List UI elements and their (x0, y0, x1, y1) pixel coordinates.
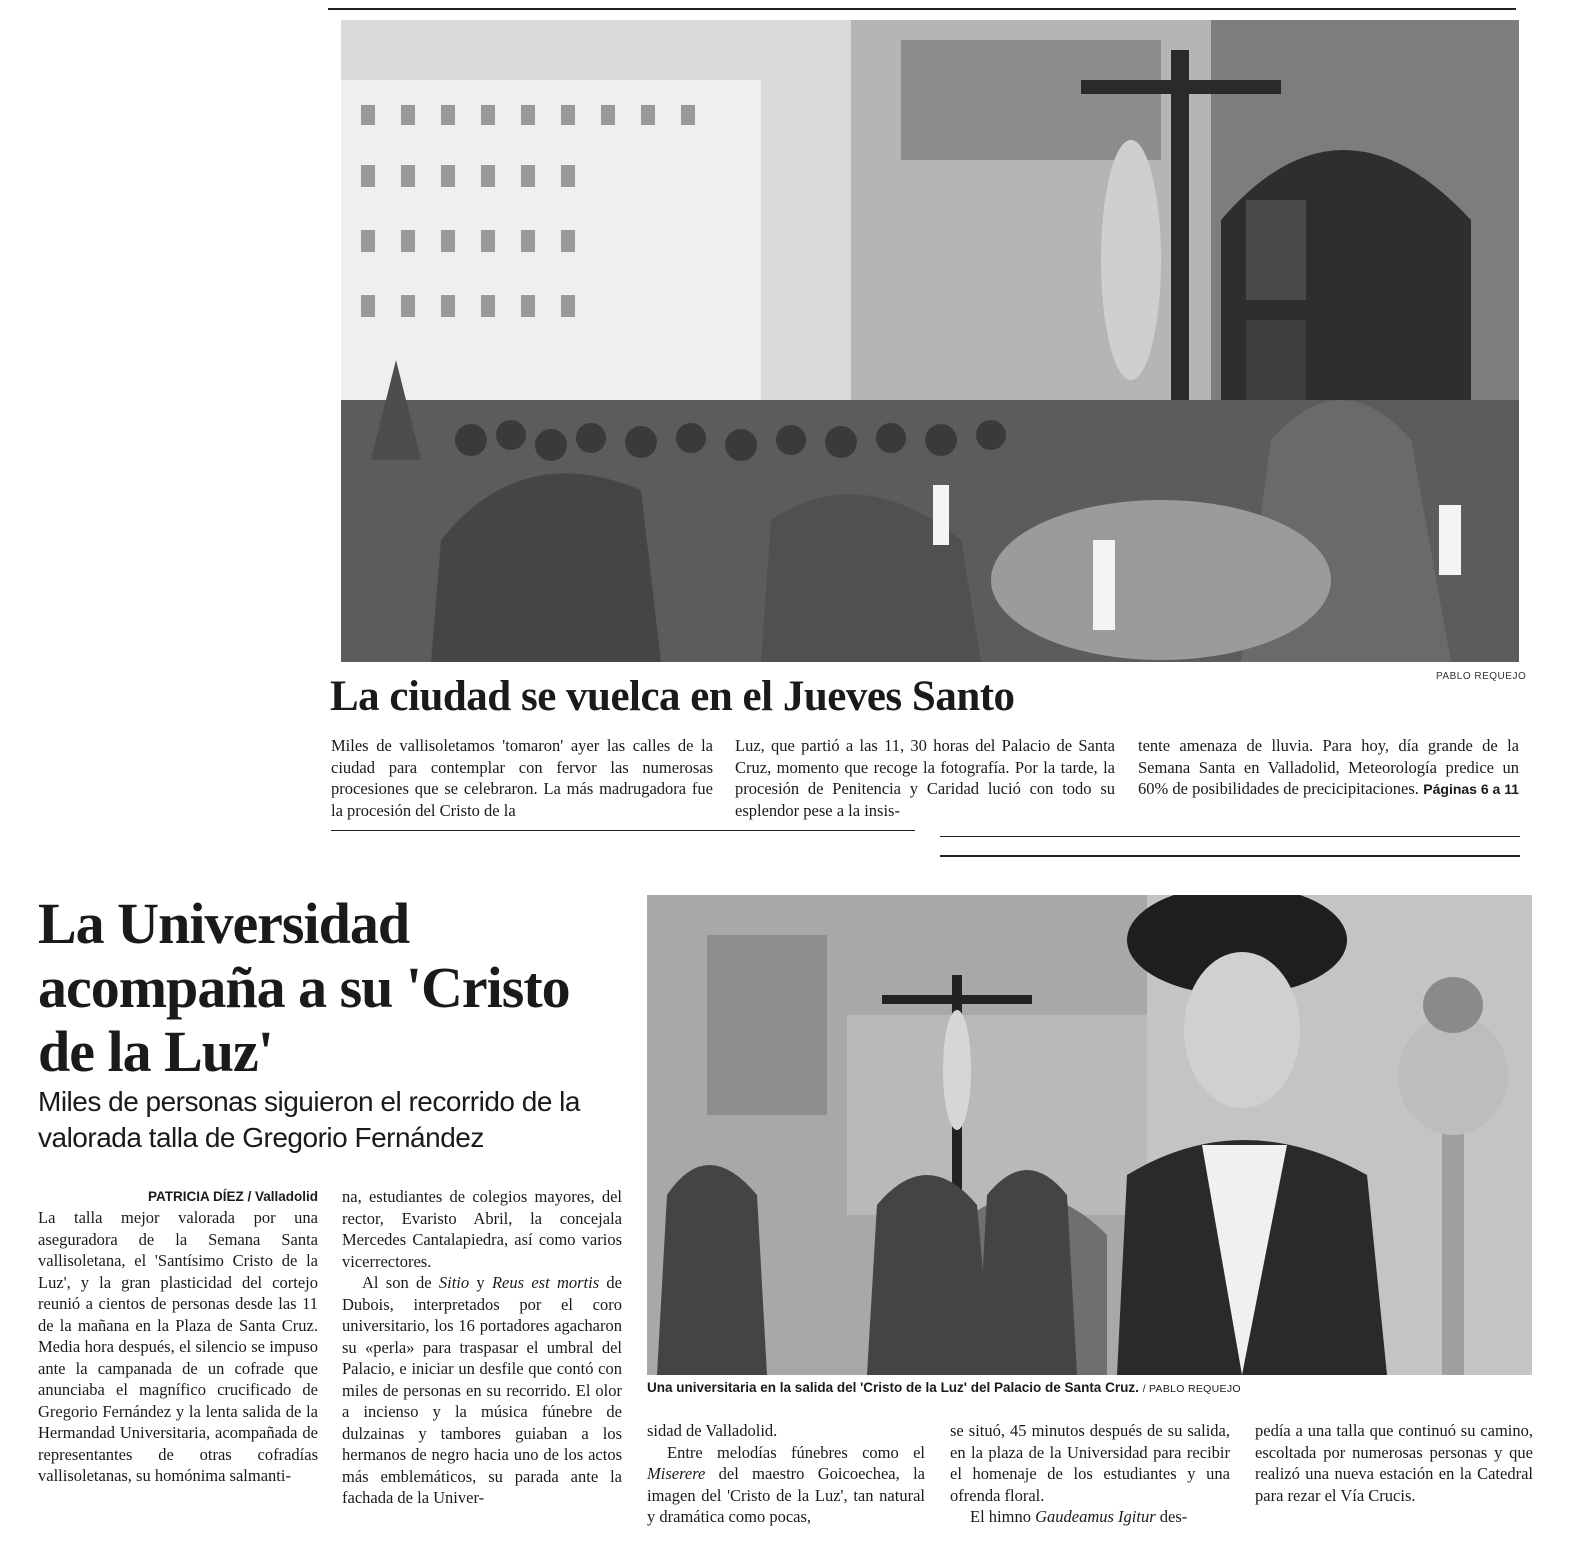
top-photo-image (341, 20, 1519, 662)
col2-p2-em1: Sitio (438, 1273, 470, 1292)
main-col1-text: La talla mejor valorada por una aseguradora de la Semana Santa vallisoletana, el 'Santísimo Cristo de la Luz', y la gran plasticidad del cortejo reunió a cientos de personas desde las 11 de la mañana en la Plaza de Santa Cruz. Media hora después, el silencio se impuso ante la campanada de un cofrade que anunciaba el magnífico crucificado de Gregorio Fernández y la lenta salida de la Hermandad Universitaria, acompañada de representantes de otras cofradías vallisoletanas, su homónima salmanti- (38, 1208, 318, 1485)
col3-p2-pre: Entre melodías fúnebres como el (667, 1442, 925, 1462)
top-photo-credit: PABLO REQUEJO (1436, 671, 1527, 682)
top-story-rule-1 (331, 830, 915, 831)
top-story-rule-2 (940, 836, 1520, 837)
top-story-col1-text: Miles de vallisoletamos 'tomaron' ayer las calles de la ciudad para contemplar con fervor las numerosas procesiones que se celebraron. La más madrugadora fue la procesión del Cristo de la (331, 736, 713, 820)
main-story-column-5 (1255, 1420, 1533, 1506)
byline: PATRICIA DÍEZ / Valladolid (147, 1189, 318, 1204)
col2-p2-mid: y (469, 1273, 492, 1292)
main-story-column-3 (647, 1420, 925, 1528)
main-col2-para1: na, estudiantes de colegios mayores, del rector, Evaristo Abril, la concejala Mercedes Cantalapiedra, así como varios vicerrectores. (342, 1187, 622, 1271)
col2-p2-post: de Dubois, interpretados por el coro universitario, los 16 portadores agacharon su «perla» para traspasar el umbral del Palacio, e iniciar un desfile que contó con miles de personas en su recorrido. El olor a incienso y la música fúnebre de dulzainas y tambores guiaban a los hermanos de negro hacia uno de los actos más emblemáticos, su parada ante la fachada de la Univer- (342, 1273, 623, 1507)
col2-p2-pre: Al son de (362, 1273, 439, 1292)
main-story-column-2 (342, 1186, 622, 1509)
main-photo-caption (647, 1380, 1241, 1395)
pages-reference: Páginas 6 a 11 (1423, 780, 1519, 797)
main-story-column-1 (38, 1186, 318, 1487)
main-col5-text: pedía a una talla que continuó su camino, escoltada por numerosas personas y que realizó una nueva estación en la Catedral para rezar el Vía Crucis. (1255, 1421, 1533, 1505)
main-headline: La Universidad acompaña a su 'Cristo de la Luz' (38, 891, 570, 1084)
col3-p2-post: del maestro Goicoechea, la imagen del 'Cristo de la Luz', tan natural y dramática como pocas, (647, 1464, 925, 1526)
main-col2-para2 (342, 1272, 622, 1509)
main-col4-para1: se situó, 45 minutos después de su salida, en la plaza de la Universidad para recibir el homenaje de los estudiantes y una ofrenda floral. (950, 1421, 1230, 1505)
col3-p2-em: Miserere (647, 1464, 706, 1483)
top-photo (341, 20, 1519, 662)
top-story-column-1 (331, 735, 713, 821)
caption-credit: / PABLO REQUEJO (1142, 1383, 1241, 1395)
col2-p2-em2: Reus est mortis (491, 1273, 600, 1292)
top-story-column-2 (735, 735, 1115, 821)
caption-text: Una universitaria en la salida del 'Cristo de la Luz' del Palacio de Santa Cruz. (647, 1380, 1139, 1395)
col4-p2-pre: El himno (970, 1507, 1036, 1526)
col4-p2-post: des- (1155, 1507, 1188, 1526)
top-story-col2-text: Luz, que partió a las 11, 30 horas del Palacio de Santa Cruz, momento que recoge la fotografía. Por la tarde, la procesión de Penitencia y Caridad lució con todo su esplendor pese a la insis- (735, 736, 1115, 820)
top-rule (328, 8, 1516, 10)
main-col3-para2 (647, 1442, 925, 1528)
main-col4-para2 (950, 1506, 1230, 1528)
top-headline: La ciudad se vuelca en el Jueves Santo (330, 673, 1015, 720)
col4-p2-em: Gaudeamus Igitur (1035, 1507, 1156, 1526)
top-story-col3-text: tente amenaza de lluvia. Para hoy, día grande de la Semana Santa en Valladolid, Meteorología predice un 60% de posibilidades de precicipitaciones. (1138, 736, 1519, 798)
section-divider (940, 855, 1520, 857)
main-photo-image (647, 895, 1532, 1375)
main-subheadline: Miles de personas siguieron el recorrido de la valorada talla de Gregorio Fernández (38, 1086, 580, 1153)
main-col3-para1: sidad de Valladolid. (647, 1421, 778, 1440)
main-story-column-4 (950, 1420, 1230, 1528)
top-story-column-3 (1138, 735, 1519, 800)
main-photo (647, 895, 1532, 1375)
